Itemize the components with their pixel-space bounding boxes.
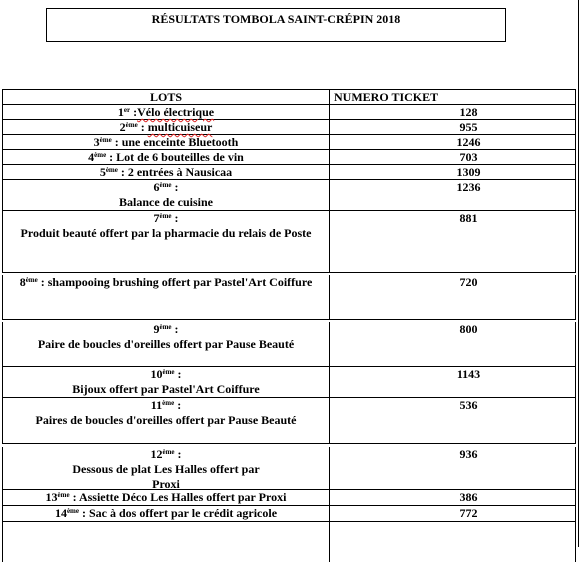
lot-rank-suffix: ème (99, 136, 112, 144)
table-row (2, 150, 576, 165)
lot-name: Vélo électrique (137, 105, 215, 119)
ticket-cell: 720 (330, 275, 576, 319)
lot-rank-suffix: ème (162, 448, 175, 456)
lot-cell (2, 120, 330, 134)
ticket-cell: 128 (330, 105, 576, 119)
lot-rank: 8 (19, 275, 26, 289)
lot-cell (2, 398, 330, 443)
lot-cell (2, 506, 330, 521)
empty-lot-cell (2, 522, 330, 562)
lot-rank: 9 (153, 322, 160, 336)
lot-name: Paires de boucles d'oreilles offert par Pause Beauté (35, 413, 297, 427)
empty-ticket-cell (330, 522, 576, 562)
lot-rank: 6 (153, 180, 160, 194)
table-row (2, 320, 576, 367)
ticket-cell: 936 (330, 447, 576, 489)
page-title: RÉSULTATS TOMBOLA SAINT-CRÉPIN 2018 (46, 8, 506, 42)
table-row (2, 444, 576, 490)
table-row (2, 367, 576, 398)
lot-separator: : (37, 275, 48, 289)
ticket-cell: 386 (330, 490, 576, 505)
lot-rank: 3 (93, 135, 100, 149)
lot-rank: 14 (54, 506, 67, 520)
table-row (2, 211, 576, 273)
table-empty-area (2, 522, 576, 562)
lot-name: multicuiseur (147, 120, 213, 134)
lot-separator: : (174, 447, 182, 461)
lot-rank-suffix: ème (162, 399, 175, 407)
table-row (2, 490, 576, 506)
lot-rank-suffix: ème (162, 368, 175, 376)
lot-name: Produit beauté offert par la pharmacie du relais de Poste (20, 226, 312, 240)
lot-cell (2, 105, 330, 119)
ticket-column-header: NUMERO TICKET (330, 90, 576, 104)
lot-rank: 2 (119, 120, 126, 134)
lot-rank-suffix: ème (25, 276, 38, 284)
lot-name: Paire de boucles d'oreilles offert par Pause Beauté (37, 337, 295, 351)
lot-name: Bijoux offert par Pastel'Art Coiffure (72, 382, 260, 396)
lot-separator: : (78, 506, 89, 520)
table-row (2, 398, 576, 444)
lot-separator: : (174, 367, 182, 381)
table-row (2, 506, 576, 522)
lot-name: 2 entrées à Nausicaa (127, 165, 233, 179)
lot-rank: 1 (117, 105, 124, 119)
lot-cell (2, 211, 330, 272)
lot-separator: : (137, 120, 148, 134)
lot-rank-suffix: er (123, 106, 131, 114)
lot-separator: : (111, 135, 122, 149)
lot-name: Sac à dos offert par le crédit agricole (88, 506, 278, 520)
lot-name: Lot de 6 bouteilles de vin (116, 150, 244, 164)
lot-rank-suffix: ème (159, 181, 172, 189)
lot-rank: 4 (88, 150, 95, 164)
lot-name: Balance de cuisine (118, 195, 213, 209)
table-row (2, 273, 576, 320)
lot-separator: : (171, 180, 179, 194)
lot-cell (2, 275, 330, 319)
ticket-cell: 955 (330, 120, 576, 134)
table-row (2, 165, 576, 180)
table-row (2, 105, 576, 120)
lot-rank: 10 (150, 367, 163, 381)
ticket-cell: 881 (330, 211, 576, 272)
ticket-cell: 1236 (330, 180, 576, 210)
lot-separator: : (174, 398, 182, 412)
lot-cell (2, 447, 330, 489)
lot-separator: : (117, 165, 128, 179)
lot-name: Assiette Déco Les Halles offert par Proxi (78, 490, 287, 504)
lot-cell (2, 490, 330, 505)
lot-cell (2, 180, 330, 210)
table-row (2, 135, 576, 150)
lot-name: une enceinte Bluetooth (121, 135, 239, 149)
lot-rank: 5 (99, 165, 106, 179)
lot-rank-suffix: ème (57, 491, 70, 499)
lot-name: Dessous de plat Les Halles offert par Proxi (72, 462, 260, 491)
lots-column-header: LOTS (2, 90, 330, 104)
lot-rank: 12 (150, 447, 163, 461)
lot-cell (2, 367, 330, 397)
results-table (2, 89, 576, 562)
ticket-cell: 800 (330, 322, 576, 366)
ticket-cell: 1309 (330, 165, 576, 179)
table-header-row (2, 90, 576, 105)
ticket-cell: 1246 (330, 135, 576, 149)
ticket-cell: 703 (330, 150, 576, 164)
lot-cell (2, 135, 330, 149)
lot-name: shampooing brushing offert par Pastel'Art Coiffure (47, 275, 313, 289)
lot-separator: : (130, 105, 138, 119)
lot-rank: 13 (45, 490, 58, 504)
lot-cell (2, 165, 330, 179)
lot-separator: : (171, 322, 179, 336)
page-edge-line (578, 0, 579, 547)
table-row (2, 120, 576, 135)
lot-separator: : (106, 150, 117, 164)
table-row (2, 180, 576, 211)
lot-rank-suffix: ème (66, 507, 79, 515)
lot-rank-suffix: ème (159, 212, 172, 220)
lot-rank: 11 (150, 398, 163, 412)
lot-cell (2, 150, 330, 164)
lot-rank-suffix: ème (159, 323, 172, 331)
lot-rank-suffix: ème (125, 121, 138, 129)
ticket-cell: 536 (330, 398, 576, 443)
ticket-cell: 1143 (330, 367, 576, 397)
lot-separator: : (171, 211, 179, 225)
lot-separator: : (69, 490, 79, 504)
ticket-cell: 772 (330, 506, 576, 521)
lot-rank: 7 (153, 211, 160, 225)
lot-rank-suffix: ème (105, 166, 118, 174)
lot-rank-suffix: ème (94, 151, 107, 159)
lot-cell (2, 322, 330, 366)
